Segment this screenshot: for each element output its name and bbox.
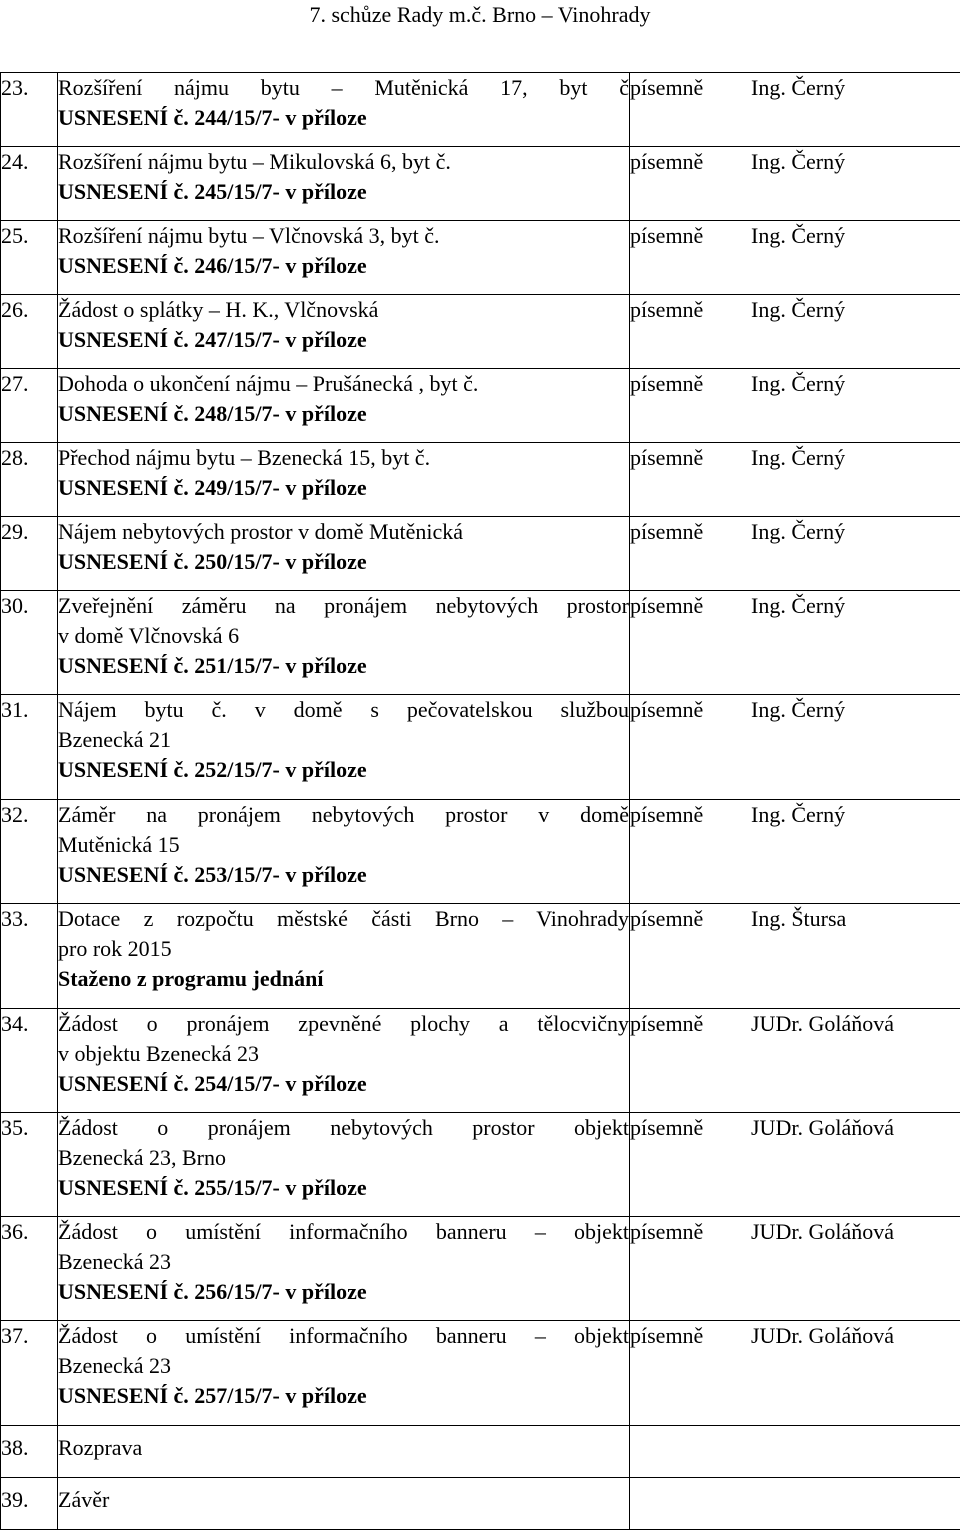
responsible-person: Ing. Štursa bbox=[751, 904, 846, 934]
resolution-reference: USNESENÍ č. 249/15/7- v příloze bbox=[58, 473, 629, 503]
resolution-reference: Staženo z programu jednání bbox=[58, 964, 629, 994]
presentation-form: písemně bbox=[630, 295, 751, 325]
agenda-row bbox=[1, 369, 960, 443]
presentation-form: písemně bbox=[630, 1321, 751, 1351]
responsible-person: Ing. Černý bbox=[751, 443, 845, 473]
responsible-person: Ing. Černý bbox=[751, 147, 845, 177]
agenda-row bbox=[1, 591, 960, 695]
item-description bbox=[58, 443, 630, 517]
item-title-line: Přechod nájmu bytu – Bzenecká 15, byt č. bbox=[58, 443, 629, 473]
presentation-form: písemně bbox=[630, 73, 751, 103]
item-presentation bbox=[630, 1217, 960, 1321]
agenda-row bbox=[1, 1478, 960, 1530]
resolution-reference: USNESENÍ č. 248/15/7- v příloze bbox=[58, 399, 629, 429]
item-description bbox=[58, 1321, 630, 1426]
item-presentation bbox=[630, 295, 960, 369]
item-title-line: Nájem nebytových prostor v domě Mutěnická bbox=[58, 517, 629, 547]
item-presentation bbox=[630, 1113, 960, 1217]
item-number: 30. bbox=[1, 591, 58, 695]
item-number: 31. bbox=[1, 695, 58, 800]
item-title-line: Záměr na pronájem nebytových prostor v domě bbox=[58, 800, 629, 830]
resolution-reference: USNESENÍ č. 256/15/7- v příloze bbox=[58, 1277, 629, 1307]
presentation-form: písemně bbox=[630, 1113, 751, 1143]
item-presentation bbox=[630, 1478, 960, 1530]
responsible-person: Ing. Černý bbox=[751, 517, 845, 547]
item-presentation bbox=[630, 147, 960, 221]
responsible-person: Ing. Černý bbox=[751, 800, 845, 830]
presentation-form: písemně bbox=[630, 221, 751, 251]
item-title-line: Mutěnická 15 bbox=[58, 830, 629, 860]
item-description bbox=[58, 904, 630, 1009]
responsible-person: Ing. Černý bbox=[751, 73, 845, 103]
item-number: 37. bbox=[1, 1321, 58, 1426]
item-title-line: Žádost o umístění informačního banneru – objekt bbox=[58, 1321, 629, 1351]
resolution-reference: USNESENÍ č. 244/15/7- v příloze bbox=[58, 103, 629, 133]
item-title-line: Bzenecká 21 bbox=[58, 725, 629, 755]
agenda-row bbox=[1, 800, 960, 904]
resolution-reference: USNESENÍ č. 252/15/7- v příloze bbox=[58, 755, 629, 785]
agenda-row bbox=[1, 904, 960, 1009]
item-number: 24. bbox=[1, 147, 58, 221]
item-title-line: Bzenecká 23 bbox=[58, 1247, 629, 1277]
item-description bbox=[58, 695, 630, 800]
item-title-line: Rozšíření nájmu bytu – Mikulovská 6, byt č. bbox=[58, 147, 629, 177]
responsible-person: JUDr. Goláňová bbox=[751, 1321, 894, 1351]
item-description bbox=[58, 73, 630, 147]
agenda-row bbox=[1, 1009, 960, 1113]
presentation-form: písemně bbox=[630, 695, 751, 725]
resolution-reference: USNESENÍ č. 253/15/7- v příloze bbox=[58, 860, 629, 890]
item-title-line: Žádost o pronájem nebytových prostor objekt bbox=[58, 1113, 629, 1143]
item-presentation bbox=[630, 369, 960, 443]
agenda-row bbox=[1, 443, 960, 517]
item-description bbox=[58, 369, 630, 443]
item-description bbox=[58, 800, 630, 904]
item-number: 39. bbox=[1, 1478, 58, 1530]
item-title-line: v objektu Bzenecká 23 bbox=[58, 1039, 629, 1069]
item-presentation bbox=[630, 800, 960, 904]
presentation-form: písemně bbox=[630, 591, 751, 621]
item-title-line: Žádost o splátky – H. K., Vlčnovská bbox=[58, 295, 629, 325]
item-title-line: Žádost o pronájem zpevněné plochy a tělocvičny bbox=[58, 1009, 629, 1039]
item-title-line: Zveřejnění záměru na pronájem nebytových prostor bbox=[58, 591, 629, 621]
item-presentation bbox=[630, 904, 960, 1009]
item-presentation bbox=[630, 73, 960, 147]
item-number: 23. bbox=[1, 73, 58, 147]
responsible-person: Ing. Černý bbox=[751, 295, 845, 325]
agenda-row bbox=[1, 1426, 960, 1478]
item-title-line: Dotace z rozpočtu městské části Brno – Vinohrady bbox=[58, 904, 629, 934]
responsible-person: Ing. Černý bbox=[751, 221, 845, 251]
item-presentation bbox=[630, 1426, 960, 1478]
item-number: 34. bbox=[1, 1009, 58, 1113]
item-presentation bbox=[630, 695, 960, 800]
item-description bbox=[58, 1009, 630, 1113]
item-number: 29. bbox=[1, 517, 58, 591]
resolution-reference: USNESENÍ č. 255/15/7- v příloze bbox=[58, 1173, 629, 1203]
resolution-reference: USNESENÍ č. 250/15/7- v příloze bbox=[58, 547, 629, 577]
presentation-form: písemně bbox=[630, 1217, 751, 1247]
item-description bbox=[58, 295, 630, 369]
presentation-form: písemně bbox=[630, 443, 751, 473]
agenda-row bbox=[1, 695, 960, 800]
agenda-row bbox=[1, 1321, 960, 1426]
item-description bbox=[58, 147, 630, 221]
item-number: 26. bbox=[1, 295, 58, 369]
agenda-row bbox=[1, 1217, 960, 1321]
item-number: 36. bbox=[1, 1217, 58, 1321]
item-title-line: Bzenecká 23, Brno bbox=[58, 1143, 629, 1173]
responsible-person: Ing. Černý bbox=[751, 369, 845, 399]
agenda-row bbox=[1, 221, 960, 295]
presentation-form: písemně bbox=[630, 369, 751, 399]
presentation-form: písemně bbox=[630, 1009, 751, 1039]
item-number: 33. bbox=[1, 904, 58, 1009]
item-title-line: Nájem bytu č. v domě s pečovatelskou službou bbox=[58, 695, 629, 725]
item-title-line: Rozšíření nájmu bytu – Mutěnická 17, byt č bbox=[58, 73, 629, 103]
item-title-line: pro rok 2015 bbox=[58, 934, 629, 964]
resolution-reference: USNESENÍ č. 246/15/7- v příloze bbox=[58, 251, 629, 281]
item-presentation bbox=[630, 1009, 960, 1113]
agenda-row bbox=[1, 73, 960, 147]
agenda-table bbox=[0, 72, 960, 1530]
item-number: 38. bbox=[1, 1426, 58, 1478]
item-description bbox=[58, 1217, 630, 1321]
item-number: 35. bbox=[1, 1113, 58, 1217]
resolution-reference: USNESENÍ č. 247/15/7- v příloze bbox=[58, 325, 629, 355]
item-description bbox=[58, 1113, 630, 1217]
resolution-reference: USNESENÍ č. 257/15/7- v příloze bbox=[58, 1381, 629, 1411]
item-description bbox=[58, 517, 630, 591]
item-presentation bbox=[630, 443, 960, 517]
agenda-table-body bbox=[1, 73, 960, 1530]
item-title-line: Rozšíření nájmu bytu – Vlčnovská 3, byt č. bbox=[58, 221, 629, 251]
item-title-line: Bzenecká 23 bbox=[58, 1351, 629, 1381]
presentation-form: písemně bbox=[630, 800, 751, 830]
item-description bbox=[58, 221, 630, 295]
resolution-reference: USNESENÍ č. 245/15/7- v příloze bbox=[58, 177, 629, 207]
item-number: 27. bbox=[1, 369, 58, 443]
resolution-reference: USNESENÍ č. 254/15/7- v příloze bbox=[58, 1069, 629, 1099]
agenda-row bbox=[1, 295, 960, 369]
responsible-person: Ing. Černý bbox=[751, 591, 845, 621]
item-presentation bbox=[630, 1321, 960, 1426]
item-number: 32. bbox=[1, 800, 58, 904]
presentation-form: písemně bbox=[630, 147, 751, 177]
responsible-person: JUDr. Goláňová bbox=[751, 1009, 894, 1039]
item-number: 28. bbox=[1, 443, 58, 517]
item-description: Rozprava bbox=[58, 1426, 630, 1478]
responsible-person: Ing. Černý bbox=[751, 695, 845, 725]
item-description bbox=[58, 591, 630, 695]
agenda-row bbox=[1, 1113, 960, 1217]
resolution-reference: USNESENÍ č. 251/15/7- v příloze bbox=[58, 651, 629, 681]
item-number: 25. bbox=[1, 221, 58, 295]
presentation-form: písemně bbox=[630, 517, 751, 547]
responsible-person: JUDr. Goláňová bbox=[751, 1113, 894, 1143]
page-title: 7. schůze Rady m.č. Brno – Vinohrady bbox=[0, 0, 960, 30]
item-title-line: v domě Vlčnovská 6 bbox=[58, 621, 629, 651]
item-title-line: Žádost o umístění informačního banneru – objekt bbox=[58, 1217, 629, 1247]
item-presentation bbox=[630, 221, 960, 295]
presentation-form: písemně bbox=[630, 904, 751, 934]
agenda-row bbox=[1, 517, 960, 591]
responsible-person: JUDr. Goláňová bbox=[751, 1217, 894, 1247]
item-title-line: Dohoda o ukončení nájmu – Prušánecká , byt č. bbox=[58, 369, 629, 399]
item-presentation bbox=[630, 517, 960, 591]
agenda-row bbox=[1, 147, 960, 221]
item-presentation bbox=[630, 591, 960, 695]
item-description: Závěr bbox=[58, 1478, 630, 1530]
